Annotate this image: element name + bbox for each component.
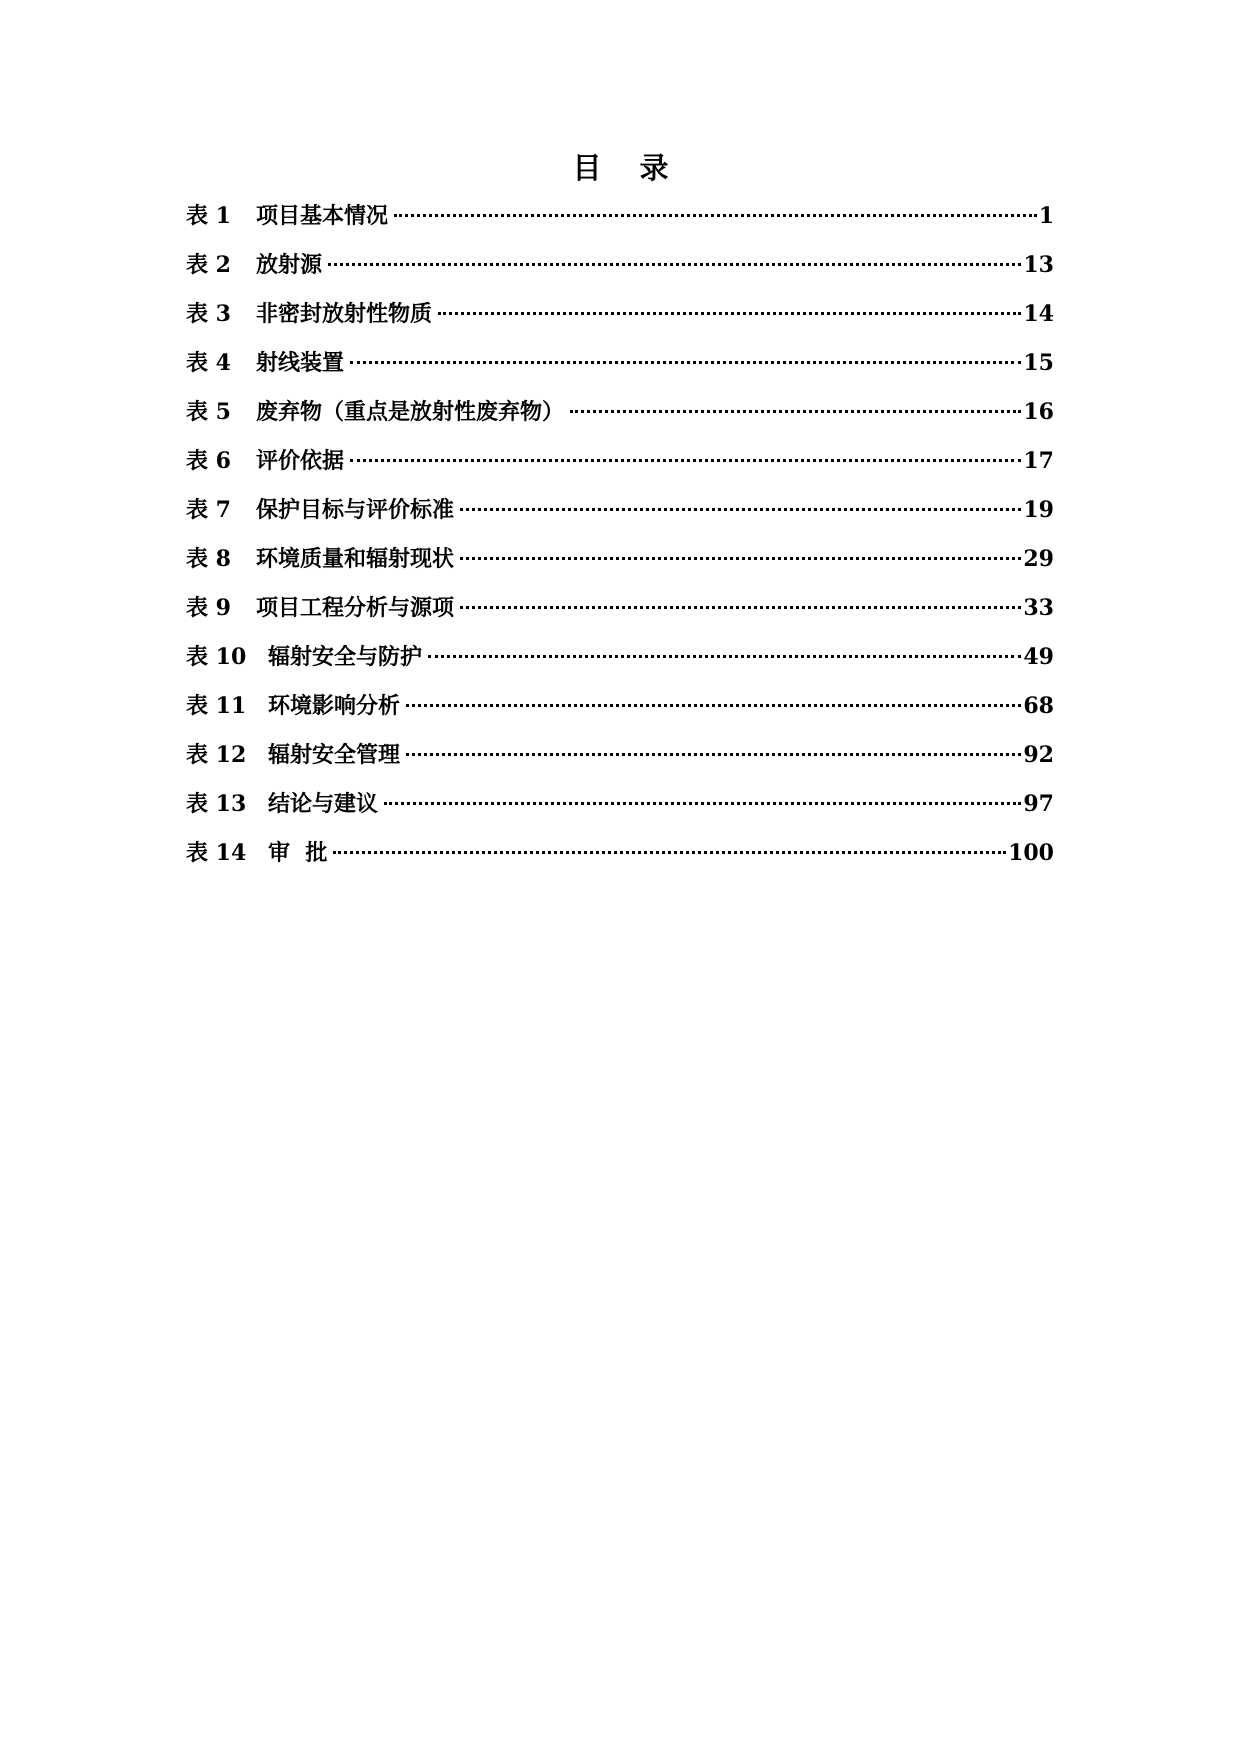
- toc-entry-page: 33: [1023, 595, 1054, 621]
- toc-list: [186, 196, 1054, 882]
- toc-entry-text: 评价依据: [256, 448, 345, 474]
- dot-leader: [384, 802, 1021, 805]
- toc-entry-label: 表 5: [186, 399, 231, 425]
- toc-entry-12[interactable]: [186, 735, 1054, 784]
- dot-leader: [460, 606, 1021, 609]
- toc-entry-page: 15: [1023, 350, 1054, 376]
- toc-entry-label: 表 10: [186, 644, 247, 670]
- dot-leader: [406, 704, 1021, 707]
- dot-leader: [350, 459, 1021, 462]
- toc-entry-page: 49: [1023, 644, 1054, 670]
- toc-entry-text: 保护目标与评价标准: [256, 497, 455, 523]
- toc-entry-text: 环境影响分析: [268, 693, 401, 719]
- toc-entry-page: 17: [1023, 448, 1054, 474]
- toc-entry-page: 100: [1008, 840, 1054, 866]
- toc-entry-label: 表 7: [186, 497, 231, 523]
- toc-entry-page: 19: [1023, 497, 1054, 523]
- dot-leader: [428, 655, 1021, 658]
- toc-entry-label: 表 4: [186, 350, 231, 376]
- toc-entry-text: 项目基本情况: [256, 203, 389, 229]
- toc-entry-page: 13: [1023, 252, 1054, 278]
- toc-entry-label: 表 12: [186, 742, 247, 768]
- dot-leader: [570, 410, 1021, 413]
- toc-entry-label: 表 13: [186, 791, 247, 817]
- toc-entry-text: 射线装置: [256, 350, 345, 376]
- toc-entry-7[interactable]: [186, 490, 1054, 539]
- toc-entry-page: 14: [1023, 301, 1054, 327]
- toc-entry-label: 表 2: [186, 252, 231, 278]
- dot-leader: [406, 753, 1021, 756]
- toc-entry-label: 表 1: [186, 203, 231, 229]
- dot-leader: [333, 851, 1006, 854]
- dot-leader: [438, 312, 1021, 315]
- toc-entry-4[interactable]: [186, 343, 1054, 392]
- toc-entry-13[interactable]: [186, 784, 1054, 833]
- toc-entry-6[interactable]: [186, 441, 1054, 490]
- dot-leader: [394, 214, 1037, 217]
- toc-entry-page: 16: [1023, 399, 1054, 425]
- toc-entry-text: 环境质量和辐射现状: [256, 546, 455, 572]
- dot-leader: [328, 263, 1021, 266]
- toc-entry-2[interactable]: [186, 245, 1054, 294]
- toc-entry-page: 29: [1023, 546, 1054, 572]
- toc-entry-page: 1: [1038, 203, 1054, 229]
- toc-entry-label: 表 14: [186, 840, 247, 866]
- toc-entry-10[interactable]: [186, 637, 1054, 686]
- toc-title: 目 录: [572, 151, 683, 185]
- dot-leader: [350, 361, 1021, 364]
- toc-entry-text: 废弃物（重点是放射性废弃物）: [256, 399, 565, 425]
- toc-entry-text: 辐射安全与防护: [268, 644, 423, 670]
- toc-entry-text: 放射源: [256, 252, 323, 278]
- toc-entry-text: 审 批: [268, 840, 328, 866]
- toc-entry-label: 表 6: [186, 448, 231, 474]
- toc-entry-page: 68: [1023, 693, 1054, 719]
- dot-leader: [460, 557, 1021, 560]
- toc-entry-5[interactable]: [186, 392, 1054, 441]
- toc-entry-11[interactable]: [186, 686, 1054, 735]
- toc-entry-1[interactable]: [186, 196, 1054, 245]
- toc-entry-14[interactable]: [186, 833, 1054, 882]
- dot-leader: [460, 508, 1021, 511]
- toc-entry-text: 结论与建议: [268, 791, 379, 817]
- toc-entry-label: 表 3: [186, 301, 231, 327]
- toc-entry-label: 表 9: [186, 595, 231, 621]
- toc-entry-text: 项目工程分析与源项: [256, 595, 455, 621]
- toc-entry-page: 92: [1023, 742, 1054, 768]
- toc-entry-8[interactable]: [186, 539, 1054, 588]
- toc-entry-label: 表 11: [186, 693, 247, 719]
- toc-entry-page: 97: [1023, 791, 1054, 817]
- toc-entry-text: 非密封放射性物质: [256, 301, 433, 327]
- toc-entry-text: 辐射安全管理: [268, 742, 401, 768]
- toc-entry-label: 表 8: [186, 546, 231, 572]
- toc-entry-3[interactable]: [186, 294, 1054, 343]
- toc-entry-9[interactable]: [186, 588, 1054, 637]
